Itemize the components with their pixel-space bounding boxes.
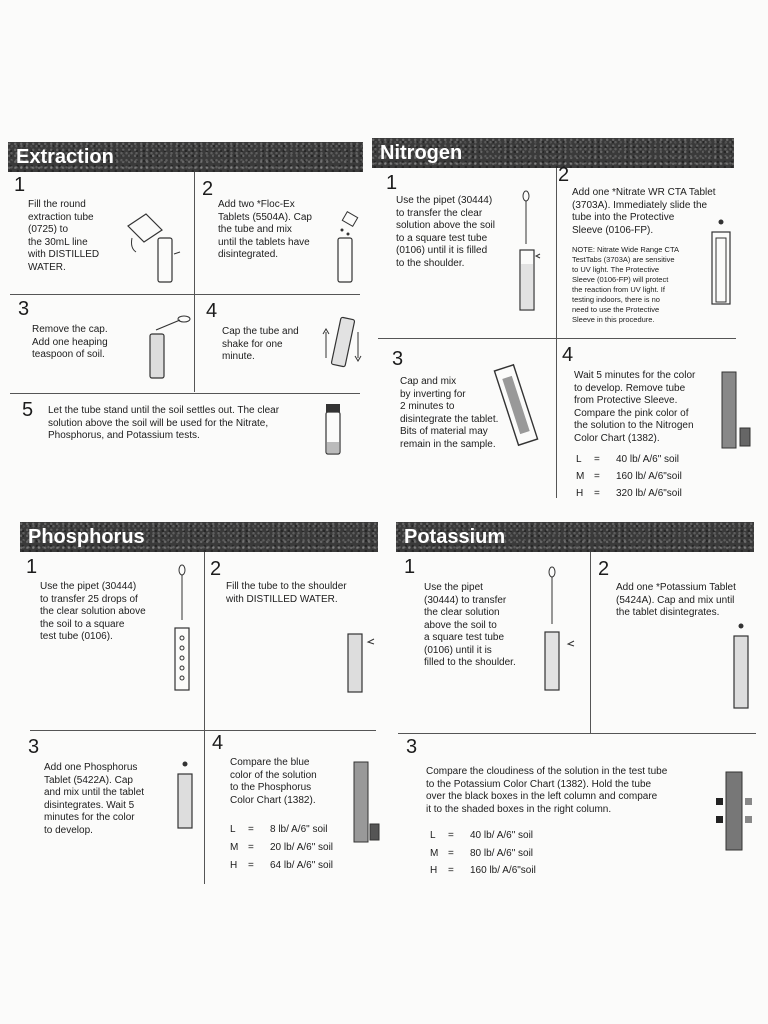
chart-row-medium bbox=[576, 471, 682, 482]
chart-row-low bbox=[430, 830, 533, 841]
tube-with-tablets-illustration bbox=[330, 212, 360, 284]
chart-value: 80 lb/ A/6" soil bbox=[470, 848, 534, 859]
step-text: Cap and mix by inverting for 2 minutes to disintegrate the tablet. Bits of material may remain in the sample. bbox=[400, 376, 499, 450]
chart-row-high bbox=[230, 860, 333, 871]
potassium-header: Potassium bbox=[396, 522, 754, 552]
chart-row-medium bbox=[430, 848, 533, 859]
chart-level: M bbox=[230, 842, 239, 853]
tablet-tube-illustration bbox=[174, 760, 196, 830]
chart-value: 20 lb/ A/6" soil bbox=[270, 842, 334, 853]
chart-row-low bbox=[576, 454, 679, 465]
beaker-pour-illustration bbox=[122, 208, 186, 288]
chart-level: L bbox=[230, 824, 236, 835]
step-number: 4 bbox=[206, 300, 218, 322]
chart-level: H bbox=[576, 488, 584, 499]
chart-equals: = bbox=[448, 865, 454, 876]
chart-equals: = bbox=[248, 824, 254, 835]
uv-note: NOTE: Nitrate Wide Range CTA TestTabs (3703A) are sensitive to UV light. The Protective Sleeve (0106-FP) will protect the reaction from UV light. If testing indoors, there is no need to use the Protective Sleeve in this procedure. bbox=[572, 245, 679, 324]
step-text: Fill the tube to the shoulder with DISTILLED WATER. bbox=[226, 581, 347, 605]
step-number: 2 bbox=[558, 164, 570, 186]
divider bbox=[556, 168, 557, 498]
step-text: Use the pipet (30444) to transfer the clear solution above the soil to a square test tube (0106) until it is filled to the shoulder. bbox=[424, 582, 516, 668]
sleeve-tube-illustration bbox=[706, 218, 736, 308]
step-text: Compare the cloudiness of the solution in the test tube to the Potassium Color Chart (1382). Hold the tube over the black boxes in the left column and compare it to the shaded boxes in the right column. bbox=[426, 766, 668, 815]
step-number: 3 bbox=[392, 348, 404, 370]
step-number: 1 bbox=[26, 556, 38, 578]
chart-value: 40 lb/ A/6" soil bbox=[470, 830, 534, 841]
chart-level: M bbox=[576, 471, 585, 482]
nitrogen-header: Nitrogen bbox=[372, 138, 734, 168]
step-number: 1 bbox=[404, 556, 416, 578]
step-text: Use the pipet (30444) to transfer 25 drops of the clear solution above the soil to a square test tube (0106). bbox=[40, 581, 146, 642]
divider bbox=[378, 338, 736, 339]
settled-tube-illustration bbox=[322, 402, 344, 458]
chart-equals: = bbox=[448, 848, 454, 859]
step-number: 2 bbox=[202, 178, 214, 200]
step-text: Wait 5 minutes for the color to develop. Remove tube from Protective Sleeve. Compare the pink color of the solution to the Nitrogen Color Chart (1382). bbox=[574, 370, 696, 444]
pipet-tube-illustration bbox=[540, 566, 580, 694]
step-text: Add two *Floc-Ex Tablets (5504A). Cap the tube and mix until the tablets have disintegrated. bbox=[218, 199, 312, 260]
chart-level: M bbox=[430, 848, 439, 859]
chart-value: 8 lb/ A/6" soil bbox=[270, 824, 328, 835]
chart-level: H bbox=[430, 865, 438, 876]
step-text: Compare the blue color of the solution to the Phosphorus Color Chart (1382). bbox=[230, 757, 317, 806]
step-number: 3 bbox=[28, 736, 40, 758]
cloudy-tube-illustration bbox=[714, 770, 754, 852]
divider bbox=[398, 733, 756, 734]
step-text: Remove the cap. Add one heaping teaspoon of soil. bbox=[32, 324, 108, 360]
chart-level: H bbox=[230, 860, 238, 871]
step-number: 1 bbox=[386, 172, 398, 194]
step-text: Cap the tube and shake for one minute. bbox=[222, 326, 299, 362]
chart-level: L bbox=[430, 830, 436, 841]
chart-row-high bbox=[576, 488, 682, 499]
step-number: 3 bbox=[18, 298, 30, 320]
divider bbox=[10, 393, 360, 394]
step-text: Use the pipet (30444) to transfer the clear solution above the soil to a square test tube (0106) until it is filled to the shoulder. bbox=[396, 195, 495, 269]
divider bbox=[204, 552, 205, 884]
chart-row-medium bbox=[230, 842, 333, 853]
pink-tube-illustration bbox=[720, 370, 752, 454]
chart-row-low bbox=[230, 824, 327, 835]
step-text: Fill the round extraction tube (0725) to the 30mL line with DISTILLED WATER. bbox=[28, 199, 100, 273]
filled-tube-illustration bbox=[344, 632, 378, 694]
step-text: Let the tube stand until the soil settles out. The clear solution above the soil will be used for the Nitrate, Phosphorus, and Potassium tests. bbox=[48, 405, 280, 441]
step-number: 2 bbox=[598, 558, 610, 580]
divider bbox=[10, 294, 360, 295]
inverted-sleeve-illustration bbox=[492, 362, 552, 450]
divider bbox=[590, 552, 591, 734]
pipet-drops-illustration bbox=[170, 564, 194, 694]
phosphorus-header: Phosphorus bbox=[20, 522, 378, 552]
chart-value: 160 lb/ A/6"soil bbox=[470, 865, 536, 876]
divider bbox=[194, 172, 195, 392]
step-number: 2 bbox=[210, 558, 222, 580]
step-number: 5 bbox=[22, 399, 34, 421]
chart-value: 40 lb/ A/6" soil bbox=[616, 454, 680, 465]
chart-equals: = bbox=[594, 488, 600, 499]
divider bbox=[30, 730, 376, 731]
chart-row-high bbox=[430, 865, 536, 876]
tablet-tube-illustration bbox=[730, 622, 752, 710]
chart-value: 64 lb/ A/6" soil bbox=[270, 860, 334, 871]
step-number: 3 bbox=[406, 736, 418, 758]
chart-value: 320 lb/ A/6"soil bbox=[616, 488, 682, 499]
pipet-tube-illustration bbox=[518, 190, 552, 314]
step-text: Add one *Nitrate WR CTA Tablet (3703A). Immediately slide the tube into the Protective Sleeve (0106-FP). bbox=[572, 187, 716, 236]
step-number: 4 bbox=[562, 344, 574, 366]
spoon-tube-illustration bbox=[146, 312, 194, 382]
step-text: Add one *Potassium Tablet (5424A). Cap and mix until the tablet disintegrates. bbox=[616, 582, 736, 618]
step-text: Add one Phosphorus Tablet (5422A). Cap and mix until the tablet disintegrates. Wait 5 minutes for the color to develop. bbox=[44, 762, 145, 836]
chart-value: 160 lb/ A/6"soil bbox=[616, 471, 682, 482]
chart-equals: = bbox=[248, 860, 254, 871]
step-number: 4 bbox=[212, 732, 224, 754]
step-number: 1 bbox=[14, 174, 26, 196]
chart-equals: = bbox=[594, 454, 600, 465]
chart-equals: = bbox=[448, 830, 454, 841]
chart-equals: = bbox=[248, 842, 254, 853]
shake-tube-illustration bbox=[322, 312, 362, 372]
chart-equals: = bbox=[594, 471, 600, 482]
blue-tube-illustration bbox=[352, 760, 382, 844]
chart-level: L bbox=[576, 454, 582, 465]
extraction-header: Extraction bbox=[8, 142, 363, 172]
